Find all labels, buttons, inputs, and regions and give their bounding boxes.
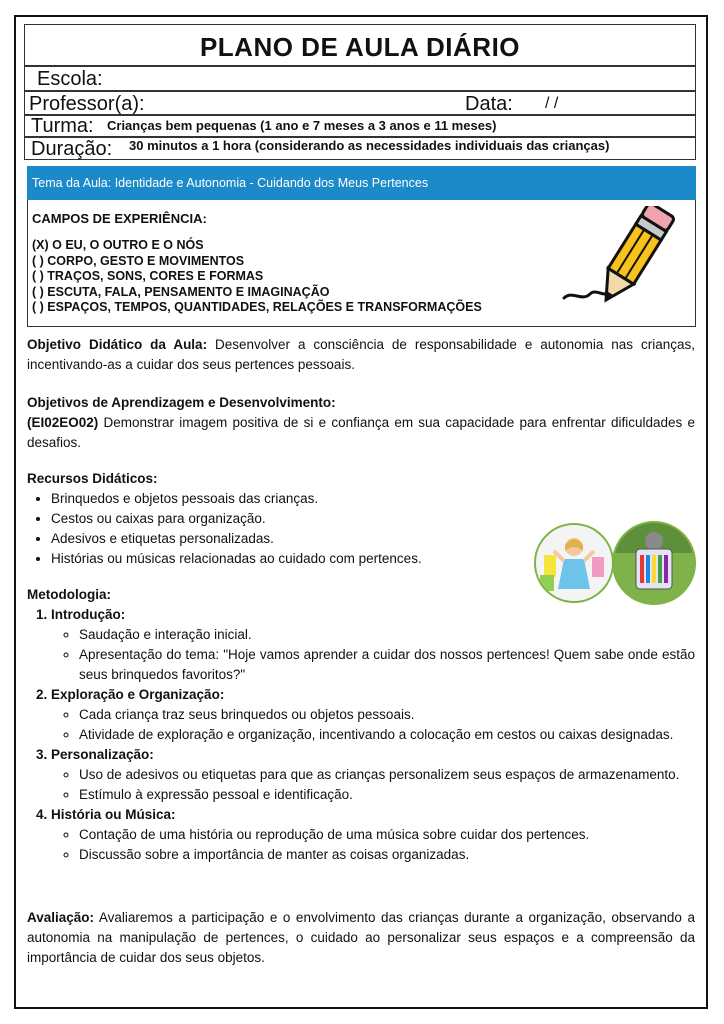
data-slashes: / /: [545, 95, 559, 112]
duracao-value: 30 minutos a 1 hora (considerando as necessidades individuais das crianças): [129, 138, 610, 153]
duracao-row: [24, 137, 696, 160]
data-label: Data:: [465, 93, 513, 115]
step-item: ◦ Estímulo à expressão pessoal e identificação.: [79, 785, 695, 805]
aprendizagem-section: [27, 393, 695, 453]
step-item: ◦ Uso de adesivos ou etiquetas para que as crianças personalizem seus espaços de armazenamento.: [79, 765, 695, 785]
campos-title: CAMPOS DE EXPERIÊNCIA:: [32, 211, 207, 226]
metodologia-step: [51, 745, 695, 805]
campo-item: ( ) TRAÇOS, SONS, CORES E FORMAS: [32, 269, 264, 284]
avaliacao-label: Avaliação:: [27, 910, 95, 925]
step-title: Exploração e Organização:: [51, 687, 225, 702]
avaliacao-paragraph: [27, 908, 695, 968]
recurso-item: • Histórias ou músicas relacionadas ao cuidado com pertences.: [51, 549, 695, 569]
turma-value: Crianças bem pequenas (1 ano e 7 meses a 3 anos e 11 meses): [107, 118, 497, 133]
campos-list: [32, 238, 482, 316]
page-title: PLANO DE AULA DIÁRIO: [24, 24, 696, 66]
recurso-item: • Cestos ou caixas para organização.: [51, 509, 695, 529]
step-item: ◦ Atividade de exploração e organização, incentivando a colocação em cestos ou caixas designadas.: [79, 725, 695, 745]
metodologia-step: [51, 685, 695, 745]
step-title: Introdução:: [51, 607, 126, 622]
campo-item: ( ) ESPAÇOS, TEMPOS, QUANTIDADES, RELAÇÕES E TRANSFORMAÇÕES: [32, 300, 482, 315]
turma-label: Turma:: [31, 115, 94, 137]
aprendizagem-text: Demonstrar imagem positiva de si e confiança em sua capacidade para enfrentar dificuldades e desafios.: [27, 415, 695, 450]
step-item: ◦ Contação de uma história ou reprodução de uma música sobre cuidar dos pertences.: [79, 825, 695, 845]
duracao-label: Duração:: [31, 138, 113, 160]
step-title: Personalização:: [51, 747, 154, 762]
step-item: ◦ Apresentação do tema: "Hoje vamos aprender a cuidar dos nossos pertences! Quem sabe onde estão seus brinquedos favoritos?": [79, 645, 695, 685]
aprendizagem-label: Objetivos de Aprendizagem e Desenvolvimento:: [27, 395, 336, 410]
escola-row: [24, 66, 696, 91]
metodologia-step: [51, 805, 695, 865]
objetivo-paragraph: [27, 335, 695, 375]
recurso-item: • Brinquedos e objetos pessoais das crianças.: [51, 489, 695, 509]
pencil-icon: [560, 206, 680, 311]
metodologia-step: [51, 605, 695, 685]
campo-item: ( ) ESCUTA, FALA, PENSAMENTO E IMAGINAÇÃO: [32, 284, 330, 299]
campo-item: (X) O EU, O OUTRO E O NÓS: [32, 238, 204, 252]
objetivo-text: Desenvolver a consciência de responsabilidade e autonomia nas crianças, incentivando-as a cuidar dos seus pertences pessoais.: [27, 337, 695, 372]
avaliacao-text: Avaliaremos a participação e o envolvimento das crianças durante a organização, observando a autonomia na manipulação de pertences, o cuidado ao personalizar seus espaços e a compreensão da importância de cuidar dos seus objetos.: [27, 910, 695, 965]
aprendizagem-code: (EI02EO02): [27, 415, 99, 430]
step-title: História ou Música:: [51, 807, 176, 822]
metodologia-label: Metodologia:: [27, 587, 111, 602]
recursos-label: Recursos Didáticos:: [27, 471, 158, 486]
step-item: ◦ Saudação e interação inicial.: [79, 625, 695, 645]
professor-label: Professor(a):: [29, 93, 145, 115]
professor-row: [24, 91, 696, 115]
step-item: ◦ Cada criança traz seus brinquedos ou objetos pessoais.: [79, 705, 695, 725]
turma-row: [24, 115, 696, 137]
escola-label: Escola:: [37, 68, 103, 90]
step-item: ◦ Discussão sobre a importância de manter as coisas organizadas.: [79, 845, 695, 865]
tema-banner: Tema da Aula: Identidade e Autonomia - Cuidando dos Meus Pertences: [27, 166, 696, 200]
objetivo-label: Objetivo Didático da Aula:: [27, 337, 208, 352]
campo-item: ( ) CORPO, GESTO E MOVIMENTOS: [32, 253, 245, 268]
recurso-item: • Adesivos e etiquetas personalizadas.: [51, 529, 695, 549]
metodologia-section: [27, 585, 695, 865]
